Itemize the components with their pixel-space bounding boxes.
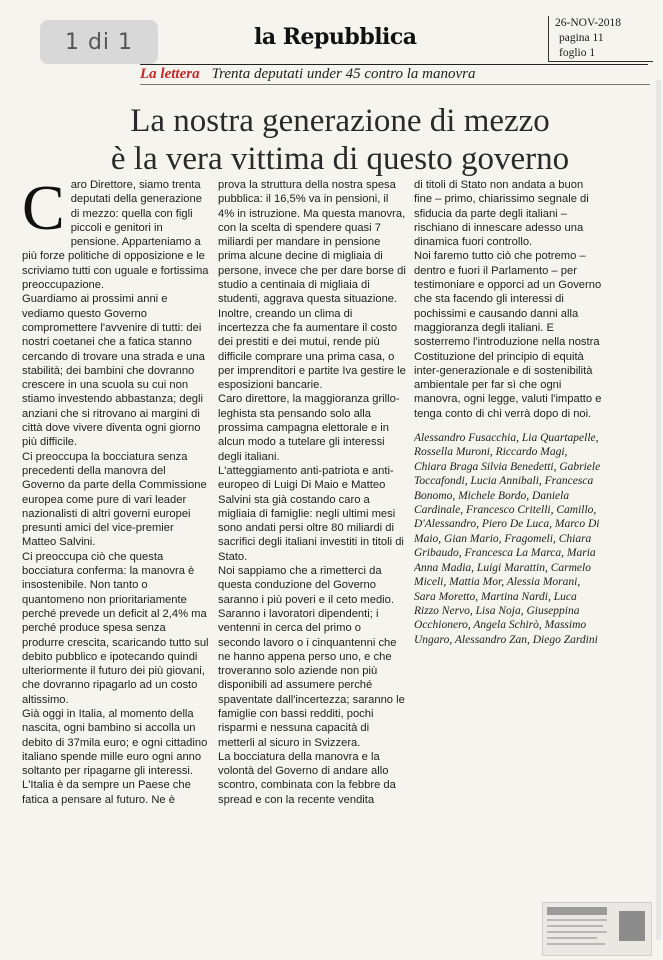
page-number: pagina 11: [559, 32, 604, 44]
headline: [60, 102, 620, 178]
thumb-photo: [619, 911, 645, 941]
paragraph: Caro Direttore, siamo trenta deputati della generazione di mezzo: quella con figli piccoli e genitori in pensione. Apparteniamo a più forze politiche di opposizione e le scriviamo tutti con uguale e fortissima preoccupazione.: [22, 178, 209, 292]
section-label: La lettera: [140, 65, 200, 82]
paragraph: prova la struttura della nostra spesa pubblica: il 16,5% va in pensioni, il 4% in istruzione. Ma questa manovra, con la scelta di spendere quasi 7 miliardi per mandare in pensione prima alcune decine di migliaia di persone, invece che per dare borse di studio a centinaia di migliaia di studenti, aggrava questa situazione. Inoltre, creando un clima di incertezza che fa aumentare il costo dei prestiti e dei mutui, rende più difficile comprare una prima casa, o per imprenditori e partite Iva gestire le esposizioni bancarie.: [218, 179, 406, 392]
page-thumbnail-icon[interactable]: [542, 902, 652, 956]
column-2: [218, 178, 406, 838]
headline-line-1: La nostra generazione di mezzo: [130, 103, 550, 139]
paragraph: Ci preoccupa ciò che questa bocciatura conferma: la manovra è insostenibile. Non tanto o quantomeno non prioritariamente perché prevede un deficit al 2,4% ma perché produce spesa senza produrre crescita, scaricando tutto sul debito pubblico e ipotecando quindi ulteriormente il futuro dei più giovani, che dovranno ripagarlo ad un costo altissimo.: [22, 550, 209, 706]
paragraph: La bocciatura della manovra e la volontà del Governo di andare allo scontro, combinata con la febbre da spread e con la recente vendita: [218, 750, 396, 806]
paragraph: L'atteggiamento anti-patriota e anti-europeo di Luigi Di Maio e Matteo Salvini sta già costando caro a migliaia di famiglie: negli ultimi mesi sono andati persi oltre 80 miliardi di sacrifici degli italiani investiti in titoli di Stato.: [218, 464, 404, 563]
article-body: [22, 178, 642, 838]
dropcap: C: [22, 178, 65, 243]
column-1: [22, 178, 210, 838]
subheadline: Trenta deputati under 45 contro la manovra: [211, 65, 476, 82]
paragraph: di titoli di Stato non andata a buon fine – primo, chiarissimo segnale di sfiducia da parte degli italiani – rischiano di innescare adesso una dinamica fuori controllo.: [414, 179, 589, 249]
sheet-number: foglio 1: [559, 47, 596, 59]
page-indicator[interactable]: 1 di 1: [40, 20, 158, 64]
column-3: [414, 178, 602, 838]
page-meta: [548, 16, 653, 62]
thumb-line: [547, 919, 607, 921]
thumb-line: [547, 931, 607, 933]
thumb-line: [547, 937, 597, 939]
paragraph: Già oggi in Italia, al momento della nascita, ogni bambino si accolla un debito di 37mila euro; e ogni cittadino italiano spende mille euro ogni anno soltanto per ripagarne gli interessi.: [22, 707, 208, 778]
masthead: la Repubblica: [254, 24, 417, 50]
signatories: Alessandro Fusacchia, Lia Quartapelle, Rossella Muroni, Riccardo Magi, Chiara Braga Silvia Benedetti, Gabriele Toccafondi, Lucia Annibali, Francesca Bonomo, Michele Bordo, Daniela Cardinale, Francesco Critelli, Camillo, D'Alessandro, Piero De Luca, Marco Di Maio, Gian Mario, Fragomeli, Chiara Gribaudo, Francesca La Marca, Maria Anna Madia, Luigi Marattin, Carmelo Miceli, Mattia Mor, Alessia Morani, Sara Moretto, Martina Nardi, Luca Rizzo Nervo, Lisa Noja, Giuseppina Occhionero, Angela Schirò, Massimo Ungaro, Alessandro Zan, Diego Zardini: [414, 432, 601, 646]
kicker-row: [140, 64, 650, 85]
paragraph: Caro direttore, la maggioranza grillo-leghista sta pensando solo alla prossima campagna elettorale e in alcun modo a tutelare gli interessi degli italiani.: [218, 393, 400, 463]
paragraph: Noi sappiamo che a rimetterci da questa conduzione del Governo saranno i più poveri e il ceto medio. Saranno i lavoratori dipendenti; i ventenni in cerca del primo o secondo lavoro o i cinquantenni che ne hanno appena perso uno, e che troveranno solo aziende non più disponibili ad assumere perché spaventate dall'incertezza; saranno le famiglie con bassi redditi, pochi risparmi e nessuna capacità di metterli al sicuro in Svizzera.: [218, 565, 405, 749]
paragraph: L'Italia è da sempre un Paese che fatica a pensare al futuro. Ne è: [22, 779, 191, 806]
headline-line-2: è la vera vittima di questo governo: [110, 141, 570, 177]
thumb-title: [547, 907, 607, 915]
issue-date: 26-NOV-2018: [555, 17, 622, 29]
thumb-line: [547, 943, 605, 945]
paragraph: Ci preoccupa la bocciatura senza precedenti della manovra del Governo da parte della Commissione europea come pure di vari leader nazionalisti di altri governi europei presunti amici del vice-premier Matteo Salvini.: [22, 450, 207, 549]
paragraph: Noi faremo tutto ciò che potremo – dentro e fuori il Parlamento – per testimoniare e opporci ad un Governo che sta facendo gli interessi di pochissimi e causando danni alla maggioranza degli italiani. E sosterremo l'introduzione nella nostra Costituzione del principio di equità inter-generazionale e di sostenibilità ambientale per far sì che ogni manovra, ogni legge, valuti l'impatto e tenga conto di chi verrà dopo di noi.: [414, 250, 602, 420]
thumb-line: [547, 925, 603, 927]
paragraph: Guardiamo ai prossimi anni e vediamo questo Governo compromettere l'avvenire di tutti: dei nostri coetanei che a fatica stanno cercando di trovare una strada e una stabilità; dei bambini che dovranno crescere in una scuola su cui non stiamo investendo abbastanza; degli anziani che si ritrovano ai margini di città dove vivere diventa ogni giorno più difficile.: [22, 293, 205, 449]
scrollbar[interactable]: [656, 80, 661, 940]
